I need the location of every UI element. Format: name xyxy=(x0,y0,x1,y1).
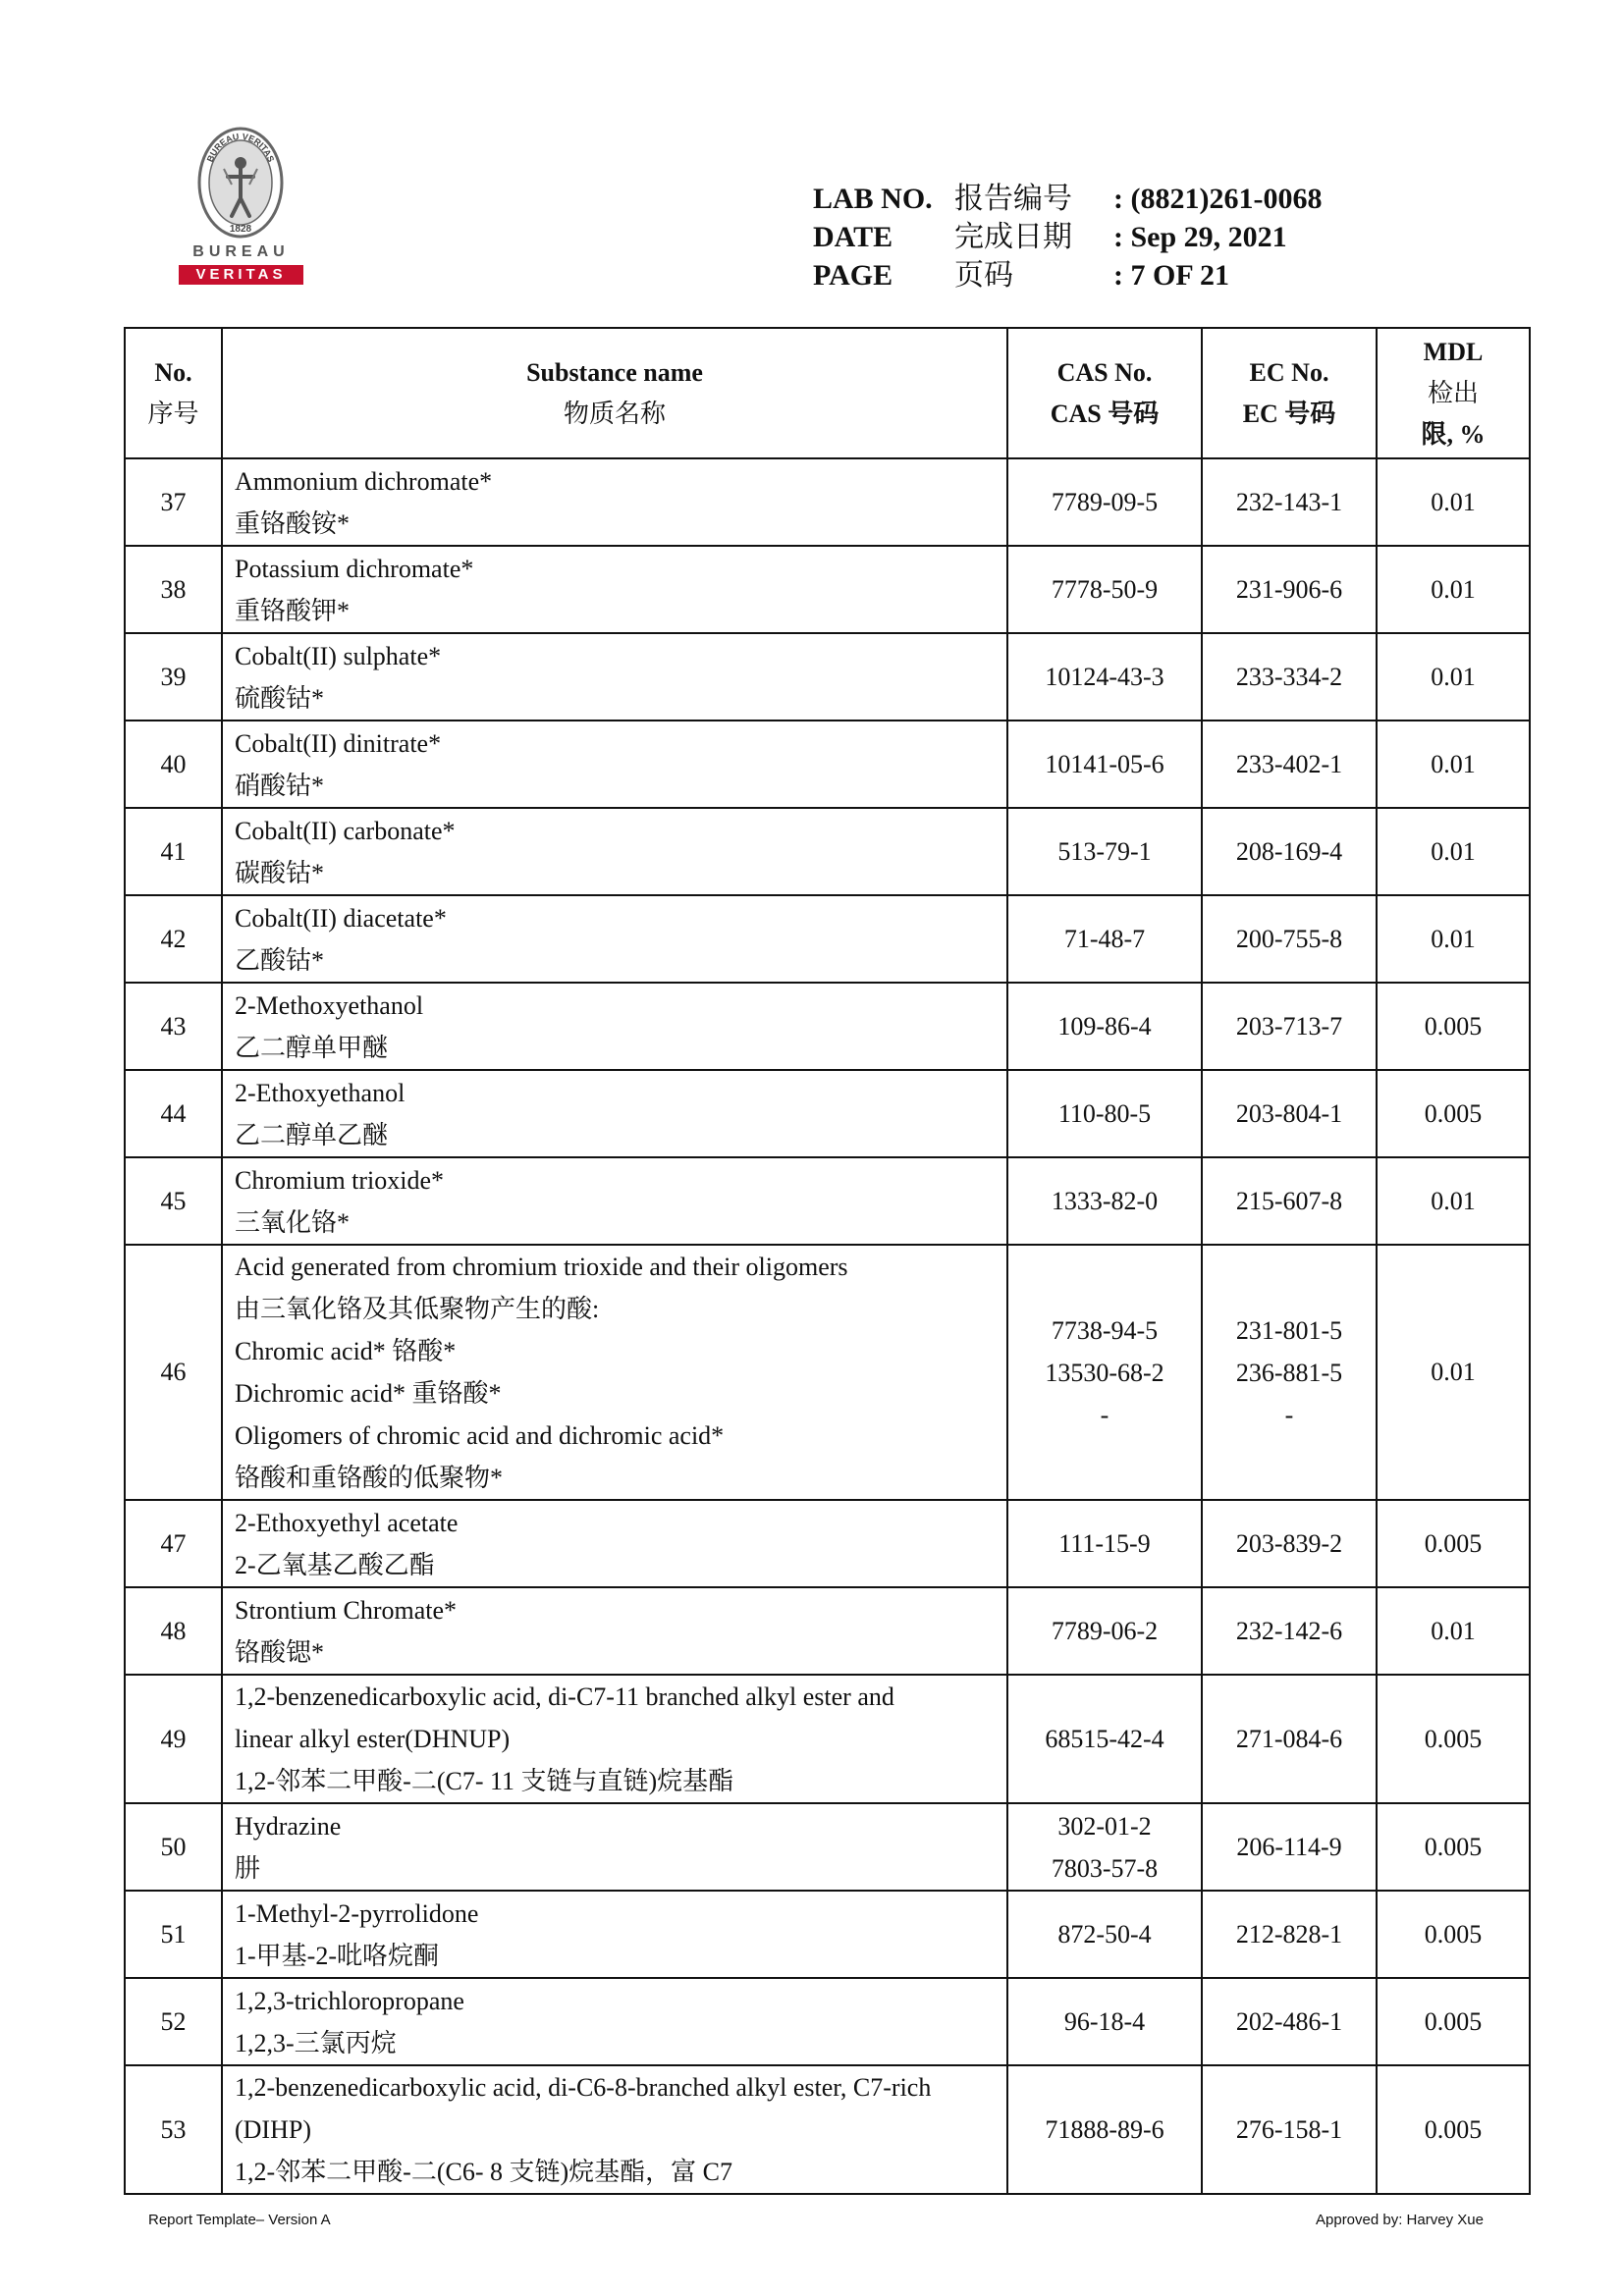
cell-substance-name xyxy=(222,721,1007,808)
cell-cas xyxy=(1007,1675,1202,1803)
cell-substance-name xyxy=(222,1157,1007,1245)
substance-name-line: Chromic acid* 铬酸* xyxy=(235,1337,457,1365)
ec-number: 233-402-1 xyxy=(1235,749,1343,778)
cell-no: 51 xyxy=(125,1891,222,1978)
table-row xyxy=(125,633,1530,721)
table-row xyxy=(125,983,1530,1070)
substance-name-line: 碳酸钴* xyxy=(235,858,325,887)
header-cn: 页码 xyxy=(954,259,1013,292)
cell-cas xyxy=(1007,1500,1202,1587)
substance-name-line: 1-甲基-2-吡咯烷酮 xyxy=(235,1941,439,1970)
table-row xyxy=(125,721,1530,808)
substance-name-line: 肼 xyxy=(235,1853,261,1883)
substance-name-line: 1,2-邻苯二甲酸-二(C6- 8 支链)烷基酯，富 C7 xyxy=(235,2158,732,2186)
cas-number: 7803-57-8 xyxy=(1051,1853,1159,1883)
col-header-cas xyxy=(1007,328,1202,458)
substance-name-line: 2-Ethoxyethanol xyxy=(235,1078,406,1107)
cell-substance-name xyxy=(222,1500,1007,1587)
cell-mdl: 0.005 xyxy=(1377,1891,1530,1978)
footer-template: Report Template– Version A xyxy=(148,2212,331,2228)
cas-number: 71-48-7 xyxy=(1063,924,1146,953)
cell-substance-name xyxy=(222,1587,1007,1675)
cas-number: 13530-68-2 xyxy=(1045,1358,1164,1387)
cas-number: 10124-43-3 xyxy=(1045,662,1164,691)
ec-number: 276-158-1 xyxy=(1235,2114,1343,2144)
header-line: 检出 xyxy=(1427,378,1479,407)
header-cn: 完成日期 xyxy=(954,221,1072,253)
table-row xyxy=(125,1978,1530,2065)
substance-name-line: 由三氧化铬及其低聚物产生的酸: xyxy=(235,1295,600,1323)
header-cn: 报告编号 xyxy=(954,183,1072,215)
table-row xyxy=(125,458,1530,546)
substance-name-line: 三氧化铬* xyxy=(235,1207,351,1237)
cell-ec xyxy=(1202,895,1377,983)
ec-number: 232-142-6 xyxy=(1235,1616,1343,1645)
cell-mdl: 0.01 xyxy=(1377,546,1530,633)
substance-name-line: Strontium Chromate* xyxy=(235,1595,458,1625)
table-row xyxy=(125,1891,1530,1978)
footer-approved: Approved by: Harvey Xue xyxy=(1316,2212,1484,2228)
cell-ec xyxy=(1202,721,1377,808)
cas-number: 7738-94-5 xyxy=(1051,1315,1159,1345)
cell-substance-name xyxy=(222,1803,1007,1891)
cell-ec xyxy=(1202,1803,1377,1891)
substance-name-line: Cobalt(II) dinitrate* xyxy=(235,728,442,758)
ec-number: 236-881-5 xyxy=(1235,1358,1343,1387)
substance-name-line: 重铬酸铵* xyxy=(235,508,351,538)
substance-name-line: Dichromic acid* 重铬酸* xyxy=(235,1379,502,1408)
cas-number: 68515-42-4 xyxy=(1045,1724,1164,1753)
ec-number: 233-334-2 xyxy=(1235,662,1343,691)
cell-mdl: 0.01 xyxy=(1377,1587,1530,1675)
cas-number: 872-50-4 xyxy=(1057,1919,1152,1949)
substance-name-line: 2-Methoxyethanol xyxy=(235,990,424,1020)
cell-no: 47 xyxy=(125,1500,222,1587)
cell-cas xyxy=(1007,1587,1202,1675)
cell-no: 41 xyxy=(125,808,222,895)
table-row xyxy=(125,808,1530,895)
cas-number: 7778-50-9 xyxy=(1051,574,1159,604)
substance-name-line: 乙二醇单乙醚 xyxy=(235,1120,389,1149)
col-header-ec xyxy=(1202,328,1377,458)
cell-ec xyxy=(1202,808,1377,895)
cell-ec xyxy=(1202,983,1377,1070)
ec-number: 200-755-8 xyxy=(1235,924,1343,953)
cell-cas xyxy=(1007,1803,1202,1891)
col-header-mdl xyxy=(1377,328,1530,458)
cell-cas xyxy=(1007,983,1202,1070)
table-row xyxy=(125,895,1530,983)
ec-number: 231-906-6 xyxy=(1235,574,1343,604)
col-header-no xyxy=(125,328,222,458)
cell-mdl: 0.005 xyxy=(1377,2065,1530,2194)
col-header-name xyxy=(222,328,1007,458)
cell-cas xyxy=(1007,895,1202,983)
substance-name-line: Cobalt(II) sulphate* xyxy=(235,641,442,670)
cell-no: 44 xyxy=(125,1070,222,1157)
cell-no: 45 xyxy=(125,1157,222,1245)
cell-ec xyxy=(1202,1675,1377,1803)
cell-ec xyxy=(1202,2065,1377,2194)
cas-number: 110-80-5 xyxy=(1057,1098,1152,1128)
header-line: 序号 xyxy=(147,399,199,428)
header-line: EC 号码 xyxy=(1242,399,1336,428)
cell-no: 37 xyxy=(125,458,222,546)
cell-ec xyxy=(1202,458,1377,546)
cell-substance-name xyxy=(222,1675,1007,1803)
substance-name-line: 1,2-benzenedicarboxylic acid, di-C7-11 branched alkyl ester and xyxy=(235,1682,894,1711)
table-row xyxy=(125,1245,1530,1500)
table-row xyxy=(125,2065,1530,2194)
cell-cas xyxy=(1007,1978,1202,2065)
header-value: : 7 OF 21 xyxy=(1113,259,1230,292)
cell-cas xyxy=(1007,1891,1202,1978)
substance-name-line: 硫酸钴* xyxy=(235,683,325,713)
cell-cas xyxy=(1007,1245,1202,1500)
cell-no: 42 xyxy=(125,895,222,983)
cell-no: 52 xyxy=(125,1978,222,2065)
header-line: 限, % xyxy=(1421,419,1486,449)
substance-name-line: Oligomers of chromic acid and dichromic acid* xyxy=(235,1421,725,1450)
logo-word-veritas: VERITAS xyxy=(179,265,303,285)
substance-name-line: Ammonium dichromate* xyxy=(235,466,493,496)
cell-cas xyxy=(1007,458,1202,546)
cell-ec xyxy=(1202,1157,1377,1245)
header-line: CAS No. xyxy=(1056,357,1153,387)
header-key: PAGE xyxy=(813,259,893,292)
cell-no: 39 xyxy=(125,633,222,721)
substance-name-line: Cobalt(II) diacetate* xyxy=(235,903,447,933)
cell-mdl: 0.01 xyxy=(1377,895,1530,983)
ec-number: 208-169-4 xyxy=(1235,836,1343,866)
bureau-veritas-logo xyxy=(175,126,307,288)
cell-mdl: 0.005 xyxy=(1377,1978,1530,2065)
cell-no: 43 xyxy=(125,983,222,1070)
cell-cas xyxy=(1007,1070,1202,1157)
cell-no: 48 xyxy=(125,1587,222,1675)
cell-substance-name xyxy=(222,2065,1007,2194)
cell-mdl: 0.005 xyxy=(1377,1500,1530,1587)
substance-name-line: 2-Ethoxyethyl acetate xyxy=(235,1508,459,1537)
table-header-row xyxy=(125,328,1530,458)
substance-name-line: 乙二醇单甲醚 xyxy=(235,1033,389,1062)
substance-name-line: 铬酸锶* xyxy=(235,1637,325,1667)
substance-name-line: Potassium dichromate* xyxy=(235,554,474,583)
cell-cas xyxy=(1007,721,1202,808)
header-line: 物质名称 xyxy=(563,399,666,428)
cas-number: 1333-82-0 xyxy=(1051,1186,1159,1215)
cas-number: - xyxy=(1100,1400,1109,1429)
ec-number: 212-828-1 xyxy=(1235,1919,1343,1949)
substance-name-line: 1-Methyl-2-pyrrolidone xyxy=(235,1898,479,1928)
ec-number: 203-839-2 xyxy=(1235,1528,1343,1558)
table-row xyxy=(125,1675,1530,1803)
cell-cas xyxy=(1007,2065,1202,2194)
cell-no: 50 xyxy=(125,1803,222,1891)
substance-name-line: Acid generated from chromium trioxide and their oligomers xyxy=(235,1253,848,1281)
cas-number: 10141-05-6 xyxy=(1045,749,1164,778)
cell-cas xyxy=(1007,633,1202,721)
substance-name-line: Chromium trioxide* xyxy=(235,1165,445,1195)
table-row xyxy=(125,1803,1530,1891)
ec-number: 231-801-5 xyxy=(1235,1315,1343,1345)
substance-name-line: 乙酸钴* xyxy=(235,945,325,975)
table-row xyxy=(125,1587,1530,1675)
cell-mdl: 0.01 xyxy=(1377,808,1530,895)
substance-name-line: 硝酸钴* xyxy=(235,771,325,800)
cas-number: 71888-89-6 xyxy=(1045,2114,1164,2144)
header-value: : Sep 29, 2021 xyxy=(1113,221,1287,253)
seal-icon xyxy=(196,126,285,241)
ec-number: 271-084-6 xyxy=(1235,1724,1343,1753)
table-row xyxy=(125,1070,1530,1157)
header-key: DATE xyxy=(813,221,893,253)
ec-number: 206-114-9 xyxy=(1236,1832,1342,1861)
cell-cas xyxy=(1007,546,1202,633)
cell-ec xyxy=(1202,1500,1377,1587)
cell-mdl: 0.005 xyxy=(1377,1803,1530,1891)
substance-name-line: 1,2-benzenedicarboxylic acid, di-C6-8-branched alkyl ester, C7-rich xyxy=(235,2073,932,2102)
ec-number: - xyxy=(1284,1400,1294,1429)
cell-ec xyxy=(1202,1891,1377,1978)
cell-no: 49 xyxy=(125,1675,222,1803)
cell-cas xyxy=(1007,808,1202,895)
substance-name-line: 1,2,3-三氯丙烷 xyxy=(235,2028,397,2057)
logo-word-bureau: BUREAU xyxy=(192,243,290,260)
cell-substance-name xyxy=(222,895,1007,983)
cas-number: 111-15-9 xyxy=(1058,1528,1151,1558)
ec-number: 203-804-1 xyxy=(1235,1098,1343,1128)
substance-name-line: 1,2,3-trichloropropane xyxy=(235,1986,464,2015)
cell-no: 38 xyxy=(125,546,222,633)
substance-table xyxy=(124,327,1531,2195)
cell-ec xyxy=(1202,1245,1377,1500)
cell-substance-name xyxy=(222,546,1007,633)
header-line: No. xyxy=(154,357,192,387)
header-line: EC No. xyxy=(1249,357,1329,387)
ec-number: 215-607-8 xyxy=(1235,1186,1343,1215)
cell-substance-name xyxy=(222,633,1007,721)
cas-number: 96-18-4 xyxy=(1063,2006,1146,2036)
cell-ec xyxy=(1202,1978,1377,2065)
substance-name-line: 重铬酸钾* xyxy=(235,596,351,625)
cell-mdl: 0.005 xyxy=(1377,1070,1530,1157)
substance-name-line: Hydrazine xyxy=(235,1811,342,1841)
cell-mdl: 0.005 xyxy=(1377,1675,1530,1803)
substance-name-line: 2-乙氧基乙酸乙酯 xyxy=(235,1550,435,1579)
cas-number: 513-79-1 xyxy=(1057,836,1152,866)
header-line: CAS 号码 xyxy=(1050,399,1160,428)
substance-name-line: linear alkyl ester(DHNUP) xyxy=(235,1725,511,1753)
cell-substance-name xyxy=(222,808,1007,895)
cell-ec xyxy=(1202,1070,1377,1157)
header-value: : (8821)261-0068 xyxy=(1113,183,1323,215)
cell-substance-name xyxy=(222,1070,1007,1157)
cell-cas xyxy=(1007,1157,1202,1245)
substance-name-line: 铬酸和重铬酸的低聚物* xyxy=(235,1464,504,1492)
cell-mdl: 0.01 xyxy=(1377,458,1530,546)
ec-number: 203-713-7 xyxy=(1235,1011,1343,1041)
cell-ec xyxy=(1202,633,1377,721)
ec-number: 202-486-1 xyxy=(1235,2006,1343,2036)
cell-mdl: 0.01 xyxy=(1377,1245,1530,1500)
table-row xyxy=(125,1157,1530,1245)
cas-number: 302-01-2 xyxy=(1057,1811,1152,1841)
cell-no: 46 xyxy=(125,1245,222,1500)
cell-ec xyxy=(1202,1587,1377,1675)
header-line: MDL xyxy=(1423,337,1484,366)
cell-no: 53 xyxy=(125,2065,222,2194)
cell-mdl: 0.01 xyxy=(1377,633,1530,721)
substance-name-line: 1,2-邻苯二甲酸-二(C7- 11 支链与直链)烷基酯 xyxy=(235,1767,734,1795)
cell-no: 40 xyxy=(125,721,222,808)
substance-name-line: (DIHP) xyxy=(235,2115,311,2144)
header-line: Substance name xyxy=(526,357,703,387)
cas-number: 7789-06-2 xyxy=(1051,1616,1159,1645)
seal-text: BUREAU VERITAS xyxy=(204,131,277,164)
cell-ec xyxy=(1202,546,1377,633)
table-row xyxy=(125,546,1530,633)
ec-number: 232-143-1 xyxy=(1235,487,1343,516)
cell-mdl: 0.01 xyxy=(1377,721,1530,808)
cell-substance-name xyxy=(222,1891,1007,1978)
cell-substance-name xyxy=(222,983,1007,1070)
cas-number: 7789-09-5 xyxy=(1051,487,1159,516)
cell-substance-name xyxy=(222,1245,1007,1500)
cell-mdl: 0.01 xyxy=(1377,1157,1530,1245)
header-key: LAB NO. xyxy=(813,183,933,215)
cas-number: 109-86-4 xyxy=(1057,1011,1152,1041)
table-row xyxy=(125,1500,1530,1587)
substance-name-line: Cobalt(II) carbonate* xyxy=(235,816,456,845)
cell-mdl: 0.005 xyxy=(1377,983,1530,1070)
cell-substance-name xyxy=(222,1978,1007,2065)
seal-year: 1828 xyxy=(229,224,252,235)
cell-substance-name xyxy=(222,458,1007,546)
